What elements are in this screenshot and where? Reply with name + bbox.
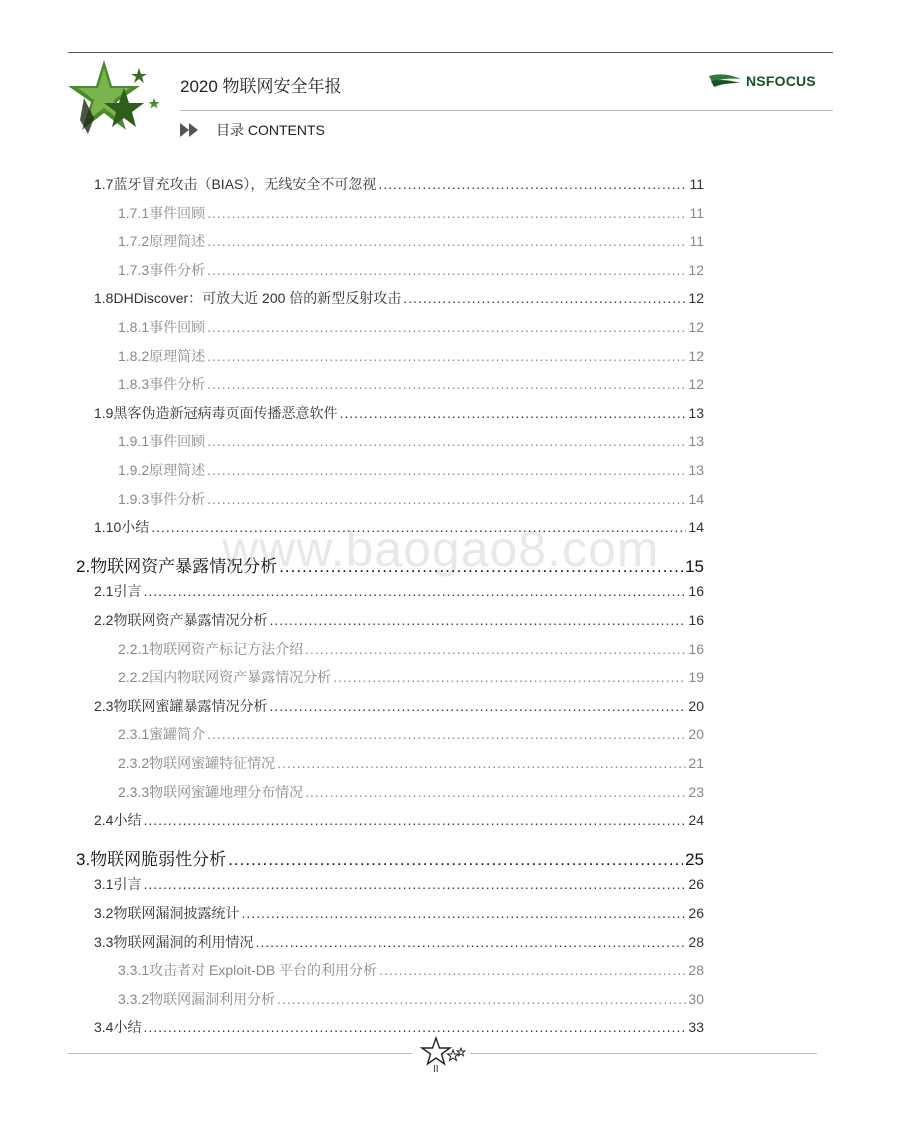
toc-entry-number: 1.10	[94, 519, 122, 536]
toc-entry-number: 1.7.1	[118, 204, 150, 221]
toc-leader-dots	[207, 376, 686, 392]
toc-entry-title: 物联网脆弱性分析	[90, 849, 227, 869]
toc-entry-number: 2.3.2	[118, 755, 150, 771]
toc-entry-number: 3.3.1	[118, 962, 150, 979]
toc-entry[interactable]	[94, 1017, 704, 1037]
toc-entry-number: 2.	[76, 556, 91, 576]
toc-entry-number: 2.2	[94, 612, 114, 628]
toc-entry-title: 事件分析	[149, 376, 206, 393]
section-label: 目录 CONTENTS	[216, 122, 325, 138]
toc-entry-number: 1.9.1	[118, 433, 150, 450]
toc-entry-title: 原理简述	[149, 233, 206, 250]
toc-entry-title: 蓝牙冒充攻击（BIAS），无线安全不可忽视	[113, 176, 377, 192]
toc-entry-title: 国内物联网资产暴露情况分析	[149, 669, 332, 686]
toc-entry-page: 13	[688, 433, 704, 450]
toc-entry[interactable]	[118, 960, 704, 980]
toc-entry-page: 12	[688, 261, 704, 278]
toc-entry-title: 物联网资产暴露情况分析	[113, 612, 268, 628]
toc-entry-number: 1.8.3	[118, 376, 150, 393]
toc-leader-dots	[207, 319, 686, 335]
toc-entry-page: 26	[688, 905, 704, 921]
toc-leader-dots	[207, 433, 686, 449]
toc-leader-dots	[339, 405, 686, 421]
toc-entry-title: 物联网漏洞的利用情况	[113, 933, 254, 950]
toc-leader-dots	[305, 641, 686, 657]
toc-entry[interactable]	[118, 667, 704, 687]
toc-entry[interactable]	[118, 231, 704, 251]
toc-entry-title: 事件分析	[149, 261, 206, 278]
toc-leader-dots	[207, 233, 687, 249]
toc-entry-title: 事件回顾	[149, 433, 206, 450]
toc-entry[interactable]	[118, 782, 704, 802]
toc-entry-title: 物联网资产暴露情况分析	[90, 556, 278, 576]
toc-leader-dots	[143, 583, 686, 599]
toc-entry-page: 14	[688, 490, 704, 507]
toc-leader-dots	[269, 612, 686, 628]
toc-entry[interactable]	[94, 810, 704, 830]
toc-entry-number: 3.4	[94, 1019, 114, 1036]
toc-entry[interactable]	[94, 174, 704, 194]
toc-leader-dots	[255, 934, 686, 950]
toc-entry-title: 蜜罐简介	[149, 726, 206, 743]
toc-leader-dots	[333, 669, 686, 685]
toc-entry-title: 物联网蜜罐特征情况	[149, 755, 276, 771]
toc-entry-page: 30	[688, 990, 704, 1007]
toc-entry-title: 物联网漏洞利用分析	[149, 990, 276, 1007]
toc-leader-dots	[207, 205, 687, 221]
toc-leader-dots	[277, 755, 686, 771]
toc-entry-title: 事件回顾	[149, 319, 206, 335]
toc-entry[interactable]	[94, 696, 704, 716]
footer-stars-icon	[420, 1036, 468, 1068]
toc-entry-title: 原理简述	[149, 347, 206, 364]
section-tag	[180, 120, 325, 140]
toc-leader-dots	[207, 348, 686, 364]
toc-entry[interactable]	[94, 932, 704, 952]
toc-entry-number: 2.3.1	[118, 726, 150, 743]
toc-entry-title: DHDiscover：可放大近 200 倍的新型反射攻击	[113, 290, 402, 307]
toc-entry-page: 28	[688, 962, 704, 979]
toc-entry-number: 2.3	[94, 697, 114, 714]
toc-entry-page: 33	[688, 1019, 704, 1036]
toc-entry-number: 1.8.1	[118, 319, 150, 335]
toc-entry-page: 12	[688, 347, 704, 364]
toc-entry-page: 11	[689, 233, 704, 250]
nsfocus-logo	[708, 70, 838, 92]
page-number: II	[433, 1064, 439, 1075]
toc-entry-number: 1.9	[94, 404, 114, 421]
toc-leader-dots	[305, 784, 686, 800]
toc-entry-page: 11	[689, 204, 704, 221]
toc-leader-dots	[207, 491, 686, 507]
toc-entry[interactable]	[118, 460, 704, 480]
toc-leader-dots	[241, 905, 686, 921]
toc-entry-number: 1.8.2	[118, 347, 150, 364]
toc-entry-title: 小结	[113, 812, 142, 829]
toc-entry-title: 物联网资产标记方法介绍	[149, 640, 304, 657]
footer-rule-left	[68, 1053, 412, 1054]
toc-entry-title: 物联网蜜罐地理分布情况	[149, 783, 304, 800]
toc-entry-number: 2.1	[94, 583, 114, 600]
toc-entry[interactable]	[118, 489, 704, 509]
toc-entry[interactable]	[94, 403, 704, 423]
toc-entry[interactable]	[118, 374, 704, 394]
toc-leader-dots	[143, 876, 686, 892]
toc-entry[interactable]	[94, 610, 704, 630]
toc-entry-page: 20	[688, 726, 704, 743]
toc-entry[interactable]	[118, 431, 704, 451]
toc-entry-title: 事件分析	[149, 490, 206, 507]
toc-entry-page: 24	[688, 812, 704, 829]
toc-entry[interactable]	[118, 203, 704, 223]
toc-leader-dots	[207, 462, 686, 478]
toc-entry-page: 12	[688, 290, 704, 307]
toc-entry-page: 23	[688, 783, 704, 800]
document-title: 2020 物联网安全年报	[180, 77, 342, 96]
toc-entry-title: 小结	[121, 519, 150, 536]
toc-entry[interactable]	[118, 260, 704, 280]
toc-leader-dots	[143, 812, 686, 828]
toc-entry-page: 12	[688, 376, 704, 393]
double-chevron-right-icon	[180, 123, 200, 137]
toc-entry-title: 攻击者对 Exploit-DB 平台的利用分析	[149, 962, 378, 979]
toc-entry-number: 3.1	[94, 876, 114, 893]
toc-entry-page: 12	[688, 319, 704, 335]
toc-entry[interactable]	[118, 989, 704, 1009]
toc-entry-number: 1.7.3	[118, 261, 150, 278]
toc-leader-dots	[379, 962, 686, 978]
header-sub-rule	[180, 110, 833, 111]
toc-entry-title: 原理简述	[149, 462, 206, 478]
toc-entry-page: 25	[685, 849, 704, 869]
toc-leader-dots	[269, 698, 686, 714]
toc-leader-dots	[207, 262, 686, 278]
toc-entry[interactable]	[94, 903, 704, 923]
toc-entry[interactable]	[118, 346, 704, 366]
header-top-rule	[68, 52, 833, 53]
toc-entry-title: 事件回顾	[149, 204, 206, 221]
toc-entry-title: 引言	[113, 876, 142, 893]
toc-entry[interactable]	[118, 724, 704, 744]
stars-logo-icon	[64, 58, 164, 138]
toc-entry[interactable]	[118, 753, 704, 773]
toc-entry[interactable]	[94, 581, 704, 601]
toc-entry-number: 1.8	[94, 290, 114, 307]
toc-entry-page: 13	[688, 404, 704, 421]
toc-entry-title: 小结	[113, 1019, 142, 1036]
toc-entry-page: 13	[688, 462, 704, 478]
toc-entry-number: 3.2	[94, 905, 114, 921]
toc-leader-dots	[378, 176, 687, 192]
toc-leader-dots	[207, 726, 686, 742]
toc-entry-page: 11	[689, 176, 704, 192]
toc-entry-number: 1.9.3	[118, 490, 150, 507]
toc-entry-number: 2.2.2	[118, 669, 150, 686]
toc-entry-title: 引言	[113, 583, 142, 600]
toc-leader-dots	[403, 290, 686, 306]
toc-entry[interactable]	[94, 288, 704, 308]
toc-entry-title: 物联网漏洞披露统计	[113, 905, 240, 921]
toc-entry-page: 28	[688, 933, 704, 950]
toc-entry-page: 19	[688, 669, 704, 686]
toc-entry-page: 16	[688, 640, 704, 657]
toc-entry-number: 3.3.2	[118, 990, 150, 1007]
toc-entry-page: 20	[688, 697, 704, 714]
watermark: www.baogao8.com	[222, 521, 660, 577]
toc-entry-page: 26	[688, 876, 704, 893]
nsfocus-wing-icon	[708, 72, 742, 90]
toc-entry-number: 1.9.2	[118, 462, 150, 478]
toc-entry-title: 物联网蜜罐暴露情况分析	[113, 697, 268, 714]
toc-leader-dots	[228, 850, 683, 870]
toc-entry-page: 21	[688, 755, 704, 771]
toc-entry-number: 2.2.1	[118, 640, 150, 657]
footer-rule-right	[470, 1053, 817, 1054]
toc-entry[interactable]	[76, 845, 704, 870]
toc-leader-dots	[277, 991, 686, 1007]
toc-entry-number: 3.3	[94, 933, 114, 950]
toc-entry-number: 1.7	[94, 176, 114, 192]
toc-entry-title: 黑客伪造新冠病毒页面传播恶意软件	[113, 404, 338, 421]
toc-entry-page: 16	[688, 612, 704, 628]
toc-entry[interactable]	[94, 874, 704, 894]
toc-entry-page: 16	[688, 583, 704, 600]
toc-entry[interactable]	[118, 317, 704, 337]
toc-entry[interactable]	[118, 639, 704, 659]
toc-entry-page: 15	[685, 556, 704, 576]
toc-entry-number: 2.4	[94, 812, 114, 829]
toc-entry-number: 2.3.3	[118, 783, 150, 800]
logo-text: NSFOCUS	[746, 73, 816, 89]
toc-entry-number: 1.7.2	[118, 233, 150, 250]
toc-leader-dots	[143, 1019, 686, 1035]
toc-entry-page: 14	[688, 519, 704, 536]
toc-entry-number: 3.	[76, 849, 91, 869]
